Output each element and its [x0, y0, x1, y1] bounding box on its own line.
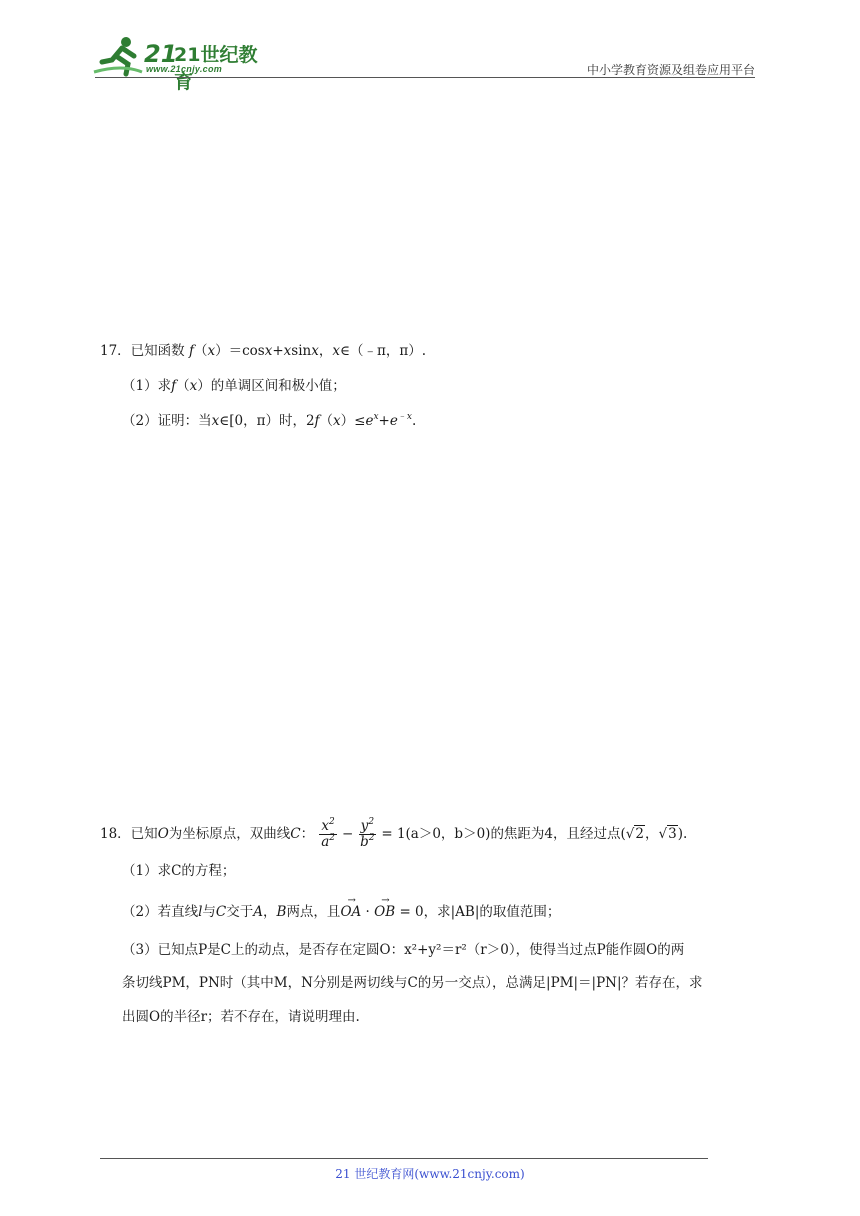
platform-name: 中小学教育资源及组卷应用平台 [586, 63, 755, 77]
q17-part1: （1）求f（x）的单调区间和极小值； [122, 378, 346, 394]
fraction-y2-b2: $\frac{y^2}{b^2}$ [360, 817, 375, 850]
q17-part2: （2）证明：当x∈[0，π）时，$2f(x)\le e^x+e^{﹣x}$. [122, 412, 417, 429]
q18-stem: 18．已知O为坐标原点，双曲线C： $\frac{x^2}{a^2}$ − $\frac{y^2}{b^2}$ = 1(a＞0，b＞0)的焦距为4，且经过点(√2，√3). [100, 817, 688, 850]
q18-part3-line3: 出圆O的半径r；若不存在，请说明理由. [122, 1009, 360, 1025]
svg-text:21: 21 [144, 40, 178, 68]
q18-part2: （2）若直线l与C交于A，B两点，且→ OA · → OB = 0，求|AB|的取值范围； [100, 902, 560, 922]
footer-link[interactable]: 21 世纪教育网(www.21cnjy.com) [335, 1167, 525, 1181]
logo [92, 34, 262, 93]
logo-url: www.21cnjy.com [146, 64, 223, 74]
header-divider [95, 77, 755, 78]
fraction-x2-a2: $\frac{x^2}{a^2}$ [321, 817, 335, 850]
q18-part3-line2: 条切线PM，PN时（其中M，N分别是两切线与C的另一交点），总满足|PM|＝|PN|？若存在，求 [122, 975, 703, 991]
q18-part1: （1）求C的方程； [122, 863, 236, 879]
logo-text: 21世纪教育 [174, 44, 258, 93]
q18-part3-line1: （3）已知点P是C上的动点，是否存在定圆O：x²+y²＝r²（r＞0），使得当过点P能作圆O的两 [122, 942, 685, 958]
q17-stem: 17．已知函数 f（x）＝cosx+xsinx，x∈（﹣π，π）. [100, 343, 427, 359]
footer-divider [100, 1158, 708, 1159]
